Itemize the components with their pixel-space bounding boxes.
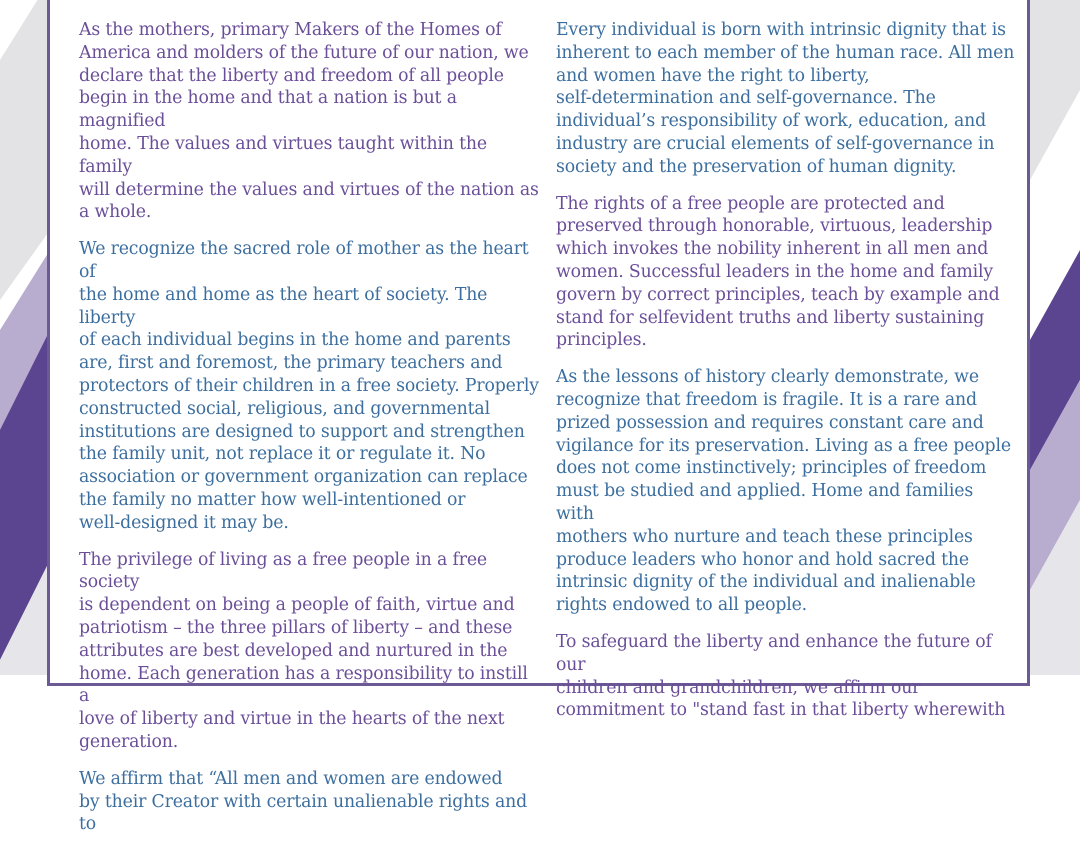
text-line: are, first and foremost, the primary teachers and <box>79 353 503 374</box>
text-line: industry are crucial elements of self-governance in <box>556 133 995 154</box>
left-column <box>79 19 539 850</box>
text-line: produce leaders who honor and hold sacred the <box>556 549 969 570</box>
text-line: The rights of a free people are protected and <box>556 193 945 214</box>
text-line: the family unit, not replace it or regulate it. No <box>79 444 486 465</box>
text-line: love of liberty and virtue in the hearts of the next <box>79 709 505 730</box>
right-column <box>556 19 1016 736</box>
text-line: a whole. <box>79 202 152 223</box>
text-line: As the mothers, primary Makers of the Homes of <box>79 20 502 40</box>
text-line: To safeguard the liberty and enhance the future of our <box>556 631 992 675</box>
paragraph <box>556 366 1016 617</box>
text-line: well-designed it may be. <box>79 512 289 533</box>
text-line: is dependent on being a people of faith, virtue and <box>79 595 515 616</box>
text-line: self-determination and self-governance. The <box>556 88 936 109</box>
text-line: does not come instinctively; principles of freedom <box>556 458 987 479</box>
paragraph <box>556 631 1016 722</box>
text-line: constructed social, religious, and governmental <box>79 398 490 419</box>
text-line: principles. <box>556 330 647 351</box>
text-line: the home and home as the heart of society. The liberty <box>79 284 488 328</box>
text-line: patriotism – the three pillars of liberty – and these <box>79 617 513 638</box>
text-line: mothers who nurture and teach these principles <box>556 526 973 547</box>
text-line: women. Successful leaders in the home and family <box>556 261 994 282</box>
paragraph <box>79 238 539 534</box>
text-line: begin in the home and that a nation is but a magnified <box>79 88 457 132</box>
text-line: attributes are best developed and nurtured in the <box>79 640 508 661</box>
text-line: children and grandchildren, we affirm our <box>556 677 921 698</box>
text-line: Every individual is born with intrinsic dignity that is <box>556 20 1006 40</box>
right-gray-stripe <box>1030 0 1080 180</box>
paragraph <box>79 549 539 754</box>
text-line: generation. <box>79 731 179 752</box>
text-line: The privilege of living as a free people in a free society <box>79 549 488 593</box>
text-line: and women have the right to liberty, <box>556 65 870 86</box>
paragraph <box>556 19 1016 179</box>
text-line: must be studied and applied. Home and families with <box>556 481 974 524</box>
text-line: America and molders of the future of our nation, we <box>79 42 529 63</box>
text-line: the family no matter how well-intentioned or <box>79 489 466 510</box>
paragraph <box>556 193 1016 353</box>
text-line: which invokes the nobility inherent in all men and <box>556 239 989 260</box>
paragraph <box>79 768 539 836</box>
text-line: protectors of their children in a free society. Properly <box>79 375 539 396</box>
text-line: commitment to "stand fast in that liberty wherewith <box>556 700 1006 721</box>
text-line: by their Creator with certain unalienable rights and to <box>79 791 528 835</box>
text-line: society and the preservation of human dignity. <box>556 156 957 177</box>
text-line: recognize that freedom is fragile. It is a rare and <box>556 389 977 410</box>
text-line: individual’s responsibility of work, education, and <box>556 111 987 132</box>
text-line: vigilance for its preservation. Living as a free people <box>556 435 1011 456</box>
text-line: We affirm that “All men and women are endowed <box>79 768 503 789</box>
text-line: rights endowed to all people. <box>556 595 808 616</box>
text-line: We recognize the sacred role of mother as the heart of <box>79 239 529 282</box>
text-line: will determine the values and virtues of the nation as <box>79 179 539 200</box>
text-line: of each individual begins in the home and parents <box>79 330 511 351</box>
text-line: prized possession and requires constant care and <box>556 412 984 433</box>
text-line: home. The values and virtues taught within the family <box>79 133 487 177</box>
text-line: preserved through honorable, virtuous, leadership <box>556 216 993 237</box>
paragraph <box>79 19 539 224</box>
text-line: inherent to each member of the human race. All men <box>556 42 1015 63</box>
text-line: home. Each generation has a responsibility to instill a <box>79 663 528 707</box>
text-line: declare that the liberty and freedom of all people <box>79 65 504 86</box>
text-line: institutions are designed to support and strengthen <box>79 421 525 442</box>
text-line: As the lessons of history clearly demonstrate, we <box>556 367 979 388</box>
text-line: stand for selfevident truths and liberty sustaining <box>556 307 985 328</box>
text-line: govern by correct principles, teach by example and <box>556 284 1000 305</box>
left-gray-stripe <box>0 0 50 300</box>
text-line: association or government organization can replace <box>79 467 528 488</box>
text-line: intrinsic dignity of the individual and inalienable <box>556 572 976 593</box>
